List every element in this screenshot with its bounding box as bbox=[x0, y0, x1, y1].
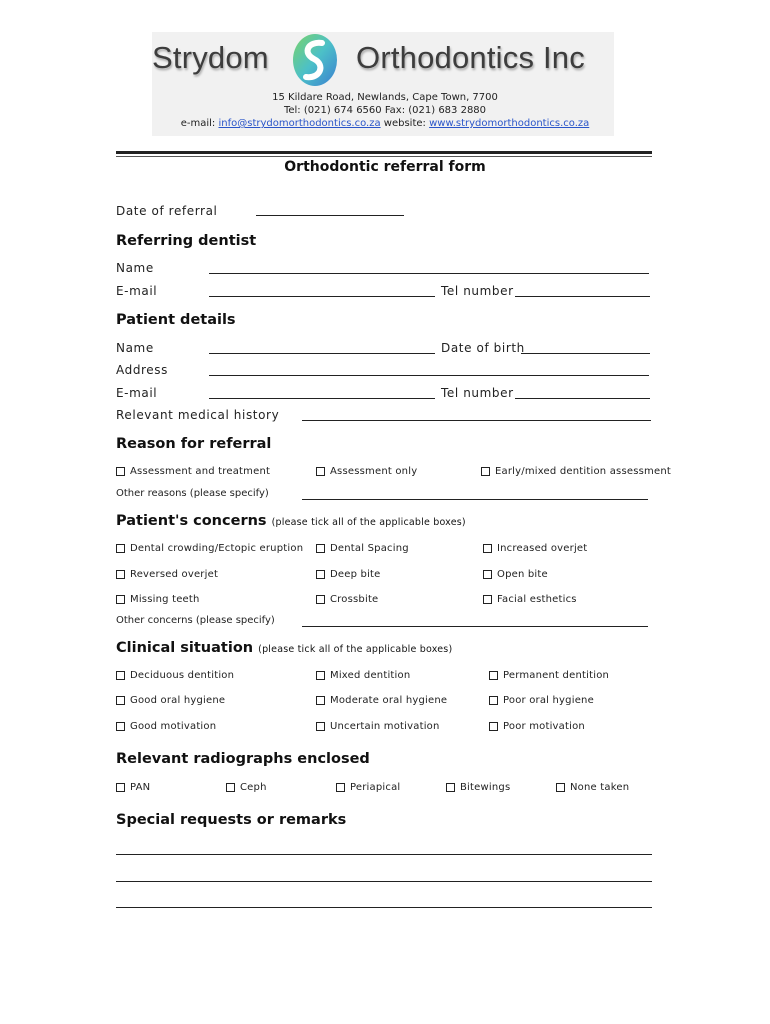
medical-history-label: Relevant medical history bbox=[116, 408, 280, 422]
checkbox[interactable] bbox=[489, 722, 498, 731]
patient-details-heading: Patient details bbox=[116, 312, 236, 328]
patient-email-field[interactable] bbox=[209, 398, 435, 399]
concerns-heading: Patient's concerns (please tick all of the applicable boxes) bbox=[116, 513, 466, 529]
patient-name-field[interactable] bbox=[209, 353, 435, 354]
remarks-line[interactable] bbox=[116, 881, 652, 882]
radiograph-option[interactable]: PAN bbox=[116, 782, 150, 793]
brand-name-left: Strydom bbox=[152, 40, 269, 75]
patient-dob-field[interactable] bbox=[521, 353, 650, 354]
clinical-option[interactable]: Poor oral hygiene bbox=[489, 695, 594, 706]
patient-address-field[interactable] bbox=[209, 375, 649, 376]
checkbox[interactable] bbox=[481, 467, 490, 476]
form-title: Orthodontic referral form bbox=[284, 159, 486, 175]
tel-fax-line: Tel: (021) 674 6560 Fax: (021) 683 2880 bbox=[283, 105, 487, 116]
dentist-email-field[interactable] bbox=[209, 296, 435, 297]
clinical-option[interactable]: Permanent dentition bbox=[489, 670, 609, 681]
clinical-option[interactable]: Good oral hygiene bbox=[116, 695, 225, 706]
clinical-option[interactable]: Good motivation bbox=[116, 721, 216, 732]
clinical-option[interactable]: Poor motivation bbox=[489, 721, 585, 732]
other-reasons-label: Other reasons (please specify) bbox=[116, 488, 269, 499]
checkbox[interactable] bbox=[316, 722, 325, 731]
email-link[interactable]: info@strydomorthodontics.co.za bbox=[218, 118, 381, 129]
checkbox[interactable] bbox=[316, 595, 325, 604]
remarks-line[interactable] bbox=[116, 854, 652, 855]
checkbox[interactable] bbox=[116, 570, 125, 579]
checkbox[interactable] bbox=[316, 696, 325, 705]
patient-tel-label: Tel number bbox=[441, 386, 514, 400]
reason-option[interactable]: Assessment and treatment bbox=[116, 466, 270, 477]
checkbox[interactable] bbox=[489, 671, 498, 680]
address-line: 15 Kildare Road, Newlands, Cape Town, 7700 bbox=[272, 92, 498, 103]
remarks-line[interactable] bbox=[116, 907, 652, 908]
concern-option[interactable]: Reversed overjet bbox=[116, 569, 218, 580]
patient-tel-field[interactable] bbox=[515, 398, 650, 399]
checkbox[interactable] bbox=[316, 544, 325, 553]
checkbox[interactable] bbox=[336, 783, 345, 792]
patient-email-label: E-mail bbox=[116, 386, 158, 400]
checkbox[interactable] bbox=[116, 722, 125, 731]
concern-option[interactable]: Open bite bbox=[483, 569, 548, 580]
referring-dentist-heading: Referring dentist bbox=[116, 233, 257, 249]
date-of-referral-field[interactable] bbox=[256, 215, 404, 216]
checkbox[interactable] bbox=[116, 595, 125, 604]
radiograph-option[interactable]: Ceph bbox=[226, 782, 267, 793]
concern-option[interactable]: Deep bite bbox=[316, 569, 381, 580]
clinical-option[interactable]: Uncertain motivation bbox=[316, 721, 440, 732]
contact-line bbox=[0, 118, 770, 129]
radiograph-option[interactable]: None taken bbox=[556, 782, 629, 793]
remarks-heading: Special requests or remarks bbox=[116, 812, 347, 828]
dentist-tel-label: Tel number bbox=[441, 284, 514, 298]
header-divider-thin bbox=[116, 156, 652, 157]
checkbox[interactable] bbox=[483, 570, 492, 579]
patient-name-label: Name bbox=[116, 341, 154, 355]
checkbox[interactable] bbox=[316, 671, 325, 680]
radiographs-heading: Relevant radiographs enclosed bbox=[116, 751, 370, 767]
dentist-email-label: E-mail bbox=[116, 284, 158, 298]
reason-option[interactable]: Assessment only bbox=[316, 466, 417, 477]
dentist-name-field[interactable] bbox=[209, 273, 649, 274]
medical-history-field[interactable] bbox=[302, 420, 651, 421]
checkbox[interactable] bbox=[446, 783, 455, 792]
checkbox[interactable] bbox=[226, 783, 235, 792]
checkbox[interactable] bbox=[116, 671, 125, 680]
swirl-logo-icon bbox=[286, 31, 344, 89]
radiograph-option[interactable]: Periapical bbox=[336, 782, 400, 793]
website-label: website: bbox=[383, 118, 426, 129]
radiograph-option[interactable]: Bitewings bbox=[446, 782, 510, 793]
header-divider bbox=[116, 151, 652, 154]
concern-option[interactable]: Dental Spacing bbox=[316, 543, 409, 554]
clinical-option[interactable]: Moderate oral hygiene bbox=[316, 695, 447, 706]
checkbox[interactable] bbox=[489, 696, 498, 705]
other-reasons-field[interactable] bbox=[302, 499, 648, 500]
brand-name-right: Orthodontics Inc bbox=[356, 40, 585, 75]
date-of-referral-label: Date of referral bbox=[116, 204, 218, 218]
checkbox[interactable] bbox=[483, 544, 492, 553]
concern-option[interactable]: Crossbite bbox=[316, 594, 378, 605]
checkbox[interactable] bbox=[483, 595, 492, 604]
email-label: e-mail: bbox=[180, 118, 216, 129]
checkbox[interactable] bbox=[116, 783, 125, 792]
concerns-note: (please tick all of the applicable boxes) bbox=[271, 517, 466, 528]
clinical-note: (please tick all of the applicable boxes) bbox=[258, 644, 453, 655]
concern-option[interactable]: Facial esthetics bbox=[483, 594, 577, 605]
checkbox[interactable] bbox=[116, 544, 125, 553]
concern-option[interactable]: Increased overjet bbox=[483, 543, 587, 554]
checkbox[interactable] bbox=[116, 696, 125, 705]
checkbox[interactable] bbox=[116, 467, 125, 476]
other-concerns-field[interactable] bbox=[302, 626, 648, 627]
website-link[interactable]: www.strydomorthodontics.co.za bbox=[429, 118, 590, 129]
clinical-option[interactable]: Deciduous dentition bbox=[116, 670, 234, 681]
concern-option[interactable]: Dental crowding/Ectopic eruption bbox=[116, 543, 303, 554]
patient-address-label: Address bbox=[116, 363, 168, 377]
clinical-option[interactable]: Mixed dentition bbox=[316, 670, 410, 681]
other-concerns-label: Other concerns (please specify) bbox=[116, 615, 275, 626]
dentist-tel-field[interactable] bbox=[515, 296, 650, 297]
checkbox[interactable] bbox=[316, 570, 325, 579]
dentist-name-label: Name bbox=[116, 261, 154, 275]
checkbox[interactable] bbox=[556, 783, 565, 792]
patient-dob-label: Date of birth bbox=[441, 341, 525, 355]
clinical-heading: Clinical situation (please tick all of the applicable boxes) bbox=[116, 640, 453, 656]
checkbox[interactable] bbox=[316, 467, 325, 476]
concern-option[interactable]: Missing teeth bbox=[116, 594, 200, 605]
reason-heading: Reason for referral bbox=[116, 436, 272, 452]
reason-option[interactable]: Early/mixed dentition assessment bbox=[481, 466, 671, 477]
